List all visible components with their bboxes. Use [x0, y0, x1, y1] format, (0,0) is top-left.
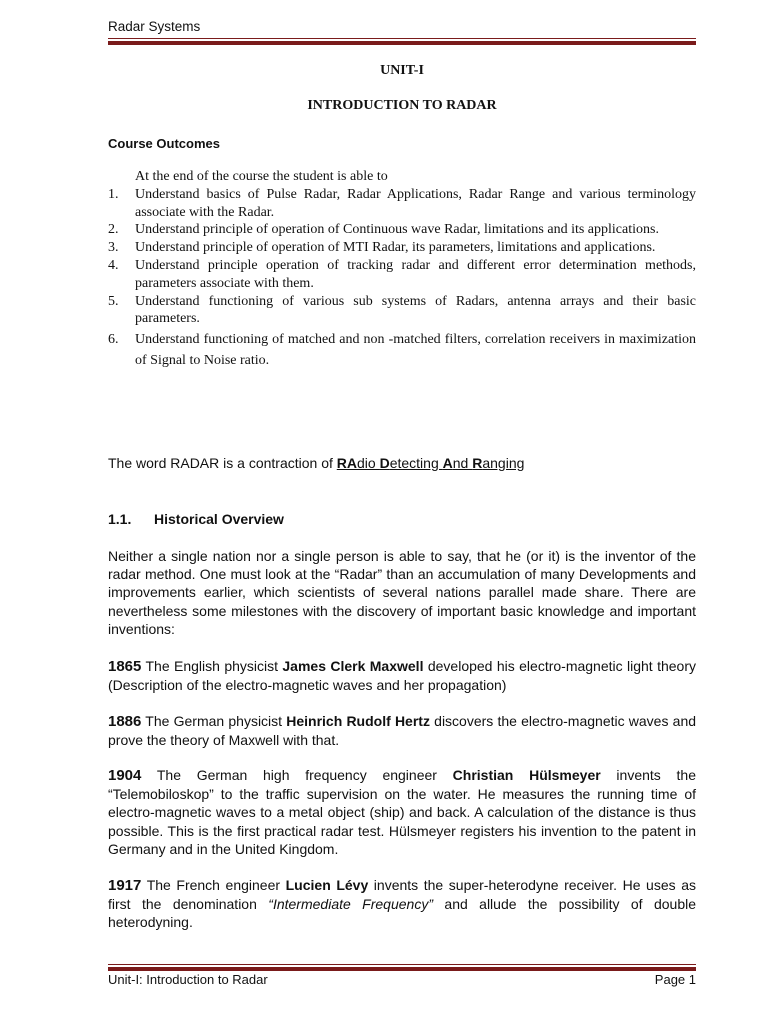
outcome-list	[108, 186, 696, 371]
footer-rule	[108, 964, 696, 971]
milestone-year: 1886	[108, 713, 142, 730]
acronym-letters: A	[442, 455, 453, 471]
outcome-item	[108, 293, 696, 329]
milestone-year: 1904	[108, 767, 142, 784]
milestone-paragraph	[108, 766, 696, 858]
milestone-text: The French engineer	[141, 877, 286, 893]
outcome-text: Understand functioning of matched and non -matched filters, correlation receivers in maximization of Signal to Noise ratio.	[135, 332, 696, 369]
milestone-text: invents the super-heterodyne receiver. He uses as first the denomination	[108, 877, 696, 913]
acronym-letters: D	[379, 455, 390, 471]
outcome-text: Understand functioning of various sub systems of Radars, antenna arrays and their basic parameters.	[135, 293, 696, 327]
outcome-text: Understand principle of operation of MTI Radar, its parameters, limitations and applications.	[135, 240, 656, 256]
unit-title: UNIT-I	[380, 63, 424, 78]
running-header: Radar Systems	[108, 19, 201, 34]
milestone-person: Heinrich Rudolf Hertz	[286, 713, 430, 729]
outcome-number: 1.	[108, 186, 119, 202]
milestone-paragraph	[108, 657, 696, 694]
milestone-text: invents the “Telemobiloskop” to the traffic supervision on the water. He measures the running time of electro-magnetic waves to a metal object (ship) and back. A calculation of the distance is thus possible. This is the first practical radar test. Hülsmeyer registers his invention to the patent in Germany and in the United Kingdom.	[108, 767, 696, 857]
course-outcomes-intro: At the end of the course the student is able to	[135, 169, 388, 184]
radar-acronym-sentence	[108, 455, 524, 471]
outcome-number: 6.	[108, 332, 119, 348]
acronym-letters: R	[472, 455, 483, 471]
milestone-text: and allude the possibility of double heterodyning.	[108, 896, 697, 931]
milestone-italic-term: “Intermediate Frequency”	[268, 896, 433, 913]
milestone-person: James Clerk Maxwell	[282, 658, 424, 674]
outcome-item	[108, 239, 696, 257]
header-rule	[108, 38, 696, 45]
outcome-item	[108, 186, 696, 222]
milestone-text: The German physicist	[141, 713, 287, 729]
milestone-text: The English physicist	[141, 658, 283, 674]
acronym-letters: RA	[336, 455, 357, 471]
milestone-paragraph	[108, 712, 696, 749]
milestone-text: developed his electro-magnetic light theory (Description of the electro-magnetic waves and her propagation)	[108, 658, 696, 694]
outcome-number: 3.	[108, 240, 119, 256]
intro-paragraph: Neither a single nation nor a single person is able to say, that he (or it) is the inventor of the radar method. One must look at the “Radar” than an accumulation of many Developments and improvements earlier, which scientists of several nations parallel made share. There are nevertheless some milestones with the discovery of important basic knowledge and important inventions:	[108, 548, 696, 637]
outcome-text: Understand principle of operation of Continuous wave Radar, limitations and its applications.	[135, 222, 659, 238]
acronym-expansion	[337, 455, 525, 471]
acronym-rest: nd	[452, 455, 473, 471]
milestone-person: Lucien Lévy	[285, 877, 369, 893]
outcome-item	[108, 221, 696, 239]
acronym-rest: anging	[482, 455, 525, 471]
acronym-rest: etecting	[389, 455, 443, 471]
milestone-text: The German high frequency engineer	[141, 767, 453, 783]
course-outcomes-list	[108, 168, 696, 371]
chapter-title: INTRODUCTION TO RADAR	[307, 98, 497, 113]
outcome-number: 2.	[108, 222, 119, 238]
outcome-text: Understand basics of Pulse Radar, Radar Applications, Radar Range and various terminology associate with the Radar.	[135, 186, 696, 220]
section-number: 1.1.	[108, 511, 132, 527]
milestone-person: Christian Hülsmeyer	[452, 767, 601, 783]
acronym-prefix: The word RADAR is a contraction of	[108, 455, 337, 471]
outcome-number: 5.	[108, 293, 119, 309]
outcome-item	[108, 257, 696, 293]
outcome-number: 4.	[108, 257, 119, 273]
milestone-paragraph	[108, 876, 696, 932]
milestone-text: discovers the electro-magnetic waves and prove the theory of Maxwell with that.	[108, 713, 697, 749]
page-number: Page 1	[654, 972, 696, 987]
course-outcomes-heading: Course Outcomes	[108, 136, 220, 151]
milestone-year: 1917	[108, 877, 142, 894]
acronym-rest: dio	[357, 455, 380, 471]
running-footer-title: Unit-I: Introduction to Radar	[108, 972, 268, 987]
section-heading	[108, 511, 284, 527]
outcome-item	[108, 329, 696, 371]
section-title: Historical Overview	[154, 511, 284, 527]
milestone-year: 1865	[108, 658, 142, 675]
outcome-text: Understand principle operation of tracking radar and different error determination methods, parameters associate with them.	[135, 257, 696, 291]
